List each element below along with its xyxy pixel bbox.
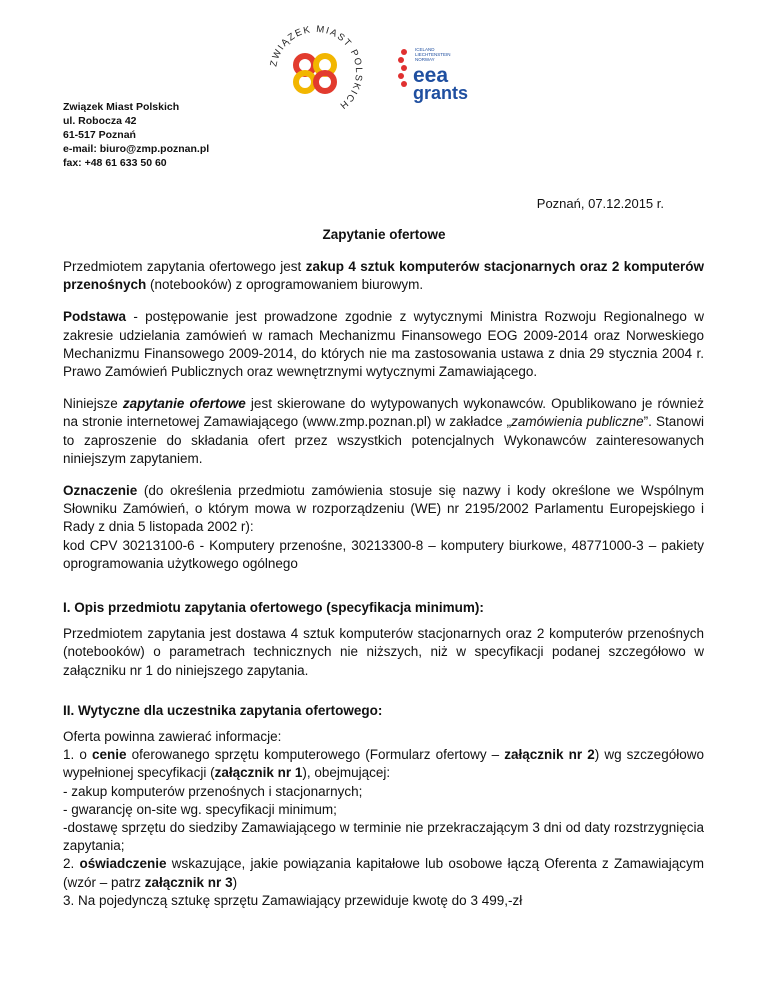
item-1-detail-2: - gwarancję on-site wg. specyfikacji minimum; [63,801,337,817]
eea-country-1: ICELAND [415,47,435,52]
item-1-detail-3: -dostawę sprzętu do siedziby Zamawiającego w terminie nie przekraczającym 3 dni od daty rozstrzygnięcia zapytania; [63,820,704,854]
sender-address [63,100,209,170]
item-1-a: 1. o [63,747,92,763]
paragraph-basis [63,308,704,381]
p2-text: - postępowanie jest prowadzone zgodnie z wytycznymi Ministra Rozwoju Regionalnego w zakresie udzielania zamówień w ramach Mechanizmu Finansowego EOG 2009-2014 oraz Norweskiego Mechanizmu Finansowego 2009-2014, do których nie ma zastosowania ustawa z dnia 29 stycznia 2004 r. Prawo Zamówień Publicznych oraz wewnętrznymi wytycznymi Zamawiającego. [63,309,704,380]
item-3: 3. Na pojedynczą sztukę sprzętu Zamawiający przewiduje kwotę do 3 499,-zł [63,892,523,908]
document-title: Zapytanie ofertowe [322,227,446,242]
item-2-c: wskazujące, jakie powiązania kapitałowe lub osobowe łączą Oferenta z Zamawiającym (wzór – patrz [63,856,704,890]
item-2-statement-bold: oświadczenie [79,856,167,872]
p1-text-a: Przedmiotem zapytania ofertowego jest [63,259,306,274]
sender-email: e-mail: biuro@zmp.poznan.pl [63,143,210,155]
item-2-annex3: załącznik nr 3 [144,874,233,890]
eea-grants-logo [396,44,492,104]
p3-italic-tab: zamówienia publiczne [511,414,644,430]
eea-country-3: NORWAY [415,57,435,62]
document-body [63,258,704,910]
paragraph-subject [63,258,704,294]
p3-text-e: ”. Stanowi to zaproszenie do składania ofert przez wszystkich potencjalnych Wykonawców zainteresowanych niniejszym zapytaniem. [63,414,704,466]
item-1-e: ) wg szczegółowo wypełnionej specyfikacji ( [63,747,704,781]
p3-bold-italic: zapytanie ofertowe [122,396,246,412]
zmp-logo [262,18,370,126]
p3-text-a: Niniejsze [63,396,123,412]
item-1-detail-1: - zakup komputerów przenośnych i stacjonarnych; [63,783,363,799]
item-1-price-bold: cenie [91,747,127,763]
item-2-a: 2. [63,856,80,872]
eea-country-2: LIECHTENSTEIN [415,52,451,57]
p1-bold-subject: zakup 4 sztuk komputerów stacjonarnych oraz 2 komputerów przenośnych [63,259,705,293]
zmp-ring-text: ZWIĄZEK MIAST POLSKICH [268,23,365,112]
item-1-g: ), obejmującej: [302,765,391,781]
item-1-annex2: załącznik nr 2 [504,747,595,763]
item-1 [63,746,704,782]
paragraph-publication [63,395,704,468]
section-2-heading: II. Wytyczne dla uczestnika zapytania ofertowego: [63,702,383,718]
sender-name: Związek Miast Polskich [63,101,180,113]
eea-word: eea [413,64,449,87]
sender-fax: fax: +48 61 633 50 60 [63,157,167,169]
sender-street: ul. Robocza 42 [63,115,137,127]
section-2-intro: Oferta powinna zawierać informacje: [63,729,282,745]
p1-text-c: (notebooków) z oprogramowaniem biurowym. [146,277,424,293]
paragraph-cpv-codes: kod CPV 30213100-6 - Komputery przenośne, 30213300-8 – komputery biurkowe, 48771000-3 – pakiety oprogramowania użytkowego ogólnego [63,537,704,571]
p3-text-c: jest skierowane do wytypowanych wykonawców. Opublikowano je również na stronie internetowej Zamawiającego (www.zmp.poznan.pl) w zakładce „ [63,396,704,430]
sender-city: 61-517 Poznań [63,129,136,141]
p2-bold-label: Podstawa [63,309,127,325]
paragraph-designation [63,482,704,537]
section-1-text: Przedmiotem zapytania jest dostawa 4 sztuk komputerów stacjonarnych oraz 2 komputerów przenośnych (notebooków) o parametrach technicznych nie niższych, niż w specyfikacji podanej szczegółowo w załączniku nr 1 do niniejszego zapytania. [63,626,704,678]
p4-text: (do określenia przedmiotu zamówienia stosuje się nazwy i kody określone we Wspólnym Słowniku Zamówień, o którym mowa w rozporządzeniu (WE) nr 2195/2002 Parlamentu Europejskiego i Rady z dnia 5 listopada 2002 r): [63,483,704,535]
letter-date: Poznań, 07.12.2015 r. [536,196,664,211]
item-1-c: oferowanego sprzętu komputerowego (Formularz ofertowy – [126,747,505,763]
section-1-heading: I. Opis przedmiotu zapytania ofertowego (specyfikacja minimum): [63,600,484,616]
grants-word: grants [413,83,469,103]
section-2-list [63,728,704,910]
item-2 [63,855,704,891]
p4-bold-label: Oznaczenie [63,483,138,499]
item-2-e: ) [232,874,238,890]
item-1-annex1: załącznik nr 1 [214,765,303,781]
